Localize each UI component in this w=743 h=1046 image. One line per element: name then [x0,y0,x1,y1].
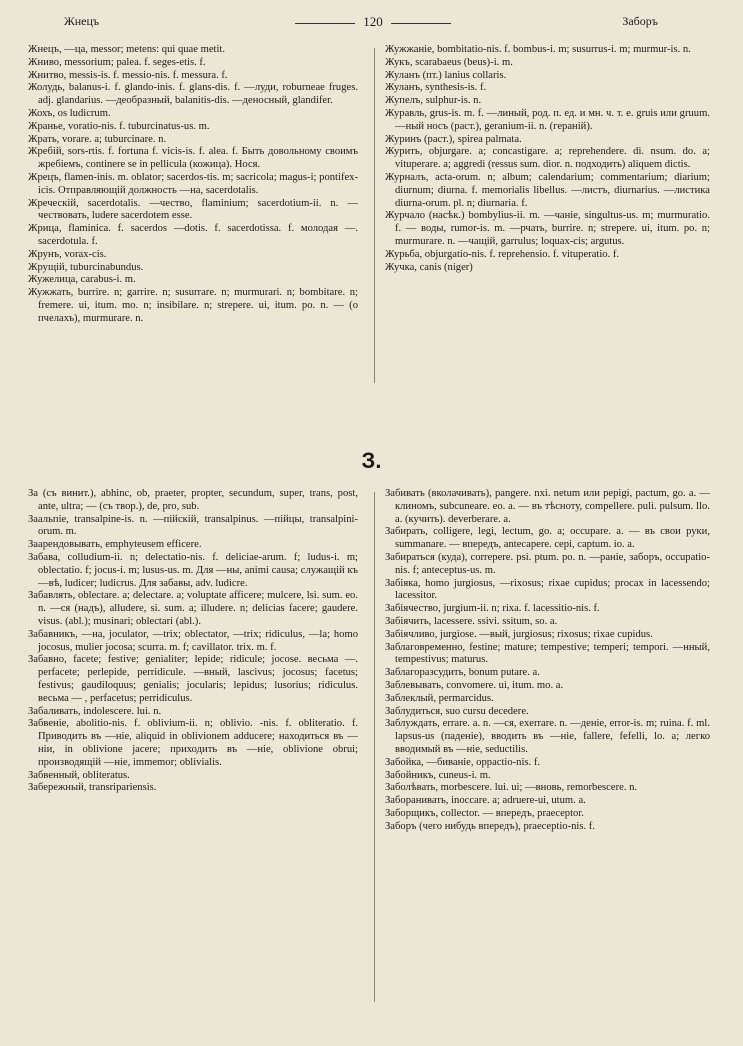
dictionary-entry: Жупелъ, sulphur-is. n. [385,95,482,107]
column-divider-bottom [374,492,375,1002]
dictionary-entry: Забирать, colligere, legi, lectum, go. a; occupare. a. — въ свои руки, summanare. — впередъ, antecapere. cepi, captum. io. a. [385,526,710,551]
dictionary-entry: Журьба, objurgatio-nis. f. reprehensio. f. vituperatio. f. [385,248,620,260]
dictionary-entry: Жрать, vorare. a; tuburcinare. n. [28,133,167,145]
dictionary-entry: Жучка, canis (niger) [385,261,473,273]
dictionary-entry: Заблуждать, errare. a. n. —ся, exerrare. n. —деніе, error-is. m; ruina. f. ml. lapsus-us (паденіе), вводить въ —ніе, fallere, fefelli, lo. a; легко вводимый въ —ніе, seductilis. [385,718,710,755]
dictionary-entry: За (съ винит.), abhinc, ob, praeter, propter, secundum, super, trans, post, ante, ultra; — (съ твор.), de, pro, sub. [28,488,358,512]
page-header [28,14,718,36]
header-right-guide-word: Заборъ [622,14,658,28]
dictionary-entry: Заальпіе, transalpine-is. n. —пійскій, transalpinus. —пійцы, transalpini-orum. m. [28,513,358,538]
dictionary-entry: Заблеклый, permarcidus. [385,692,494,704]
page-number: 120 [363,14,383,29]
dictionary-entry: Жужелица, carabus-i. m. [28,274,136,286]
dictionary-entry: Заблаговременно, festine; mature; tempestive; temperi; tempori. —нный, tempestivus; maturus. [385,641,710,666]
section-letter-heading: З. [361,448,382,473]
dictionary-entry: Жохъ, os ludicrum. [28,107,111,119]
dictionary-entry: Заблевывать, convomere. ui, itum. mo. a. [385,679,564,691]
dictionary-entry: Жуланъ (пт.) lanius collaris. [385,69,507,81]
column-bottom-right [385,488,710,834]
dictionary-entry: Жуланъ, synthesis-is. f. [385,82,487,94]
dictionary-entry: Забираться (куда), correpere. psi. ptum. po. n. —раніе, заборъ, occupatio-nis. f; anteceptus-us. m. [385,551,710,576]
dictionary-entry: Жреческій, sacerdotalis. —чество, flaminium; sacerdotium-ii. n. —чествовать, ludere sacerdotem esse. [28,197,358,222]
dictionary-entry: Жрецъ, flamen-inis. m. oblator; sacerdos-tis. m; sacricola; magus-i; pontifex-icis. Отправляющій должность —на, sacerdotalis. [28,171,358,196]
column-divider-top [374,48,375,383]
dictionary-entry: Жолудь, balanus-i. f. glando-inis. f. glans-dis. f. —луди, roburneae fruges. adj. glandarius. —деобразный, balanitis-dis. —деносный, glandifer. [28,82,358,107]
dictionary-entry: Забіяка, homo jurgiosus, —rixosus; rixae cupidus; procax in lacessendo; lacessitor. [385,577,710,602]
dictionary-entry: Забіячество, jurgium-ii. n; rixa. f. lacessitio-nis. f. [385,603,600,615]
dictionary-entry: Заблагоразсудить, bonum putare. a. [385,667,540,679]
dictionary-entry: Жранье, voratio-nis. f. tuburcinatus-us. m. [28,120,210,132]
dictionary-entry: Забивать (вколачивать), pangere. nxi. netum или pepigi, pactum, go. a. — клиномъ, subcuneare. eo. a. — въ тѣсноту, compellere. puli. pulsum. llo. a. (кучить). deverberare. a. [385,488,710,525]
dictionary-entry: Заболѣвать, morbescere. lui. ui; —вновь, remorbescere. n. [385,782,638,794]
dictionary-entry: Забаливать, indolescere. lui. n. [28,705,162,717]
dictionary-entry: Заборщикъ, collector. — впередъ, praeceptor. [385,807,584,819]
dictionary-entry: Жнитво, messis-is. f. messio-nis. f. messura. f. [28,69,228,81]
dictionary-entry: Журить, objurgare. a; concastigare. a; reprehendere. di. nsum. do. a; vituperare. a; aggredi (ressus sum. dior. n. подходить) aliquem dictis. [385,146,710,171]
dictionary-entry: Забойникъ, cuneus-i. m. [385,769,491,781]
dictionary-entry: Заборанивать, inoccare. a; adruere-ui, utum. a. [385,795,586,807]
dictionary-entry: Жниво, messorium; palea. f. seges-etis. f. [28,56,206,68]
page-number-block [28,14,718,30]
dictionary-entry: Забавлять, oblectare. a; delectare. a; voluptate afficere; mulcere, lsi. sum. eo. n. —ся (надъ), alludere, si. sum. a; illudere. n; delicias facere; gaudere. visus. (abl.); musinari; oblectari (abl.). [28,590,358,627]
dictionary-entry: Журинъ (раст.), spirea palmata. [385,133,522,145]
dictionary-entry: Жрущій, tuburcinabundus. [28,261,144,273]
dictionary-entry: Жрица, flaminica. f. sacerdos —dotis. f. sacerdotissa. f. молодая —. sacerdotula. f. [28,223,358,247]
dictionary-entry: Забережный, transripariensis. [28,782,157,794]
column-bottom-left [28,488,358,795]
dictionary-entry: Заблудиться, suo cursu decedere. [385,705,529,717]
header-rule-right [391,23,451,24]
dictionary-entry: Журналъ, acta-orum. n; album; calendarium; commentarium; diarium; diurnum; diurna. f. memorialis libellus. —листъ, diurnarius. —листика diurna-orum. pl. n; diurnaria. f. [385,171,710,209]
dictionary-entry: Жрунъ, vorax-cis. [28,248,107,260]
header-rule-left [295,23,355,24]
dictionary-entry: Забвеніе, abolitio-nis. f. oblivium-ii. n; oblivio. -nis. f. obliteratio. f. Приводить въ —ніе, aliquid in oblivionem adducere; находиться въ —ніи, in oblivione jacere; приходить въ —ніе, oblivione obrui; производящій —ніе, immemor; oblivialis. [28,718,358,768]
column-top-right [385,44,710,274]
dictionary-entry: Жнецъ, —ца, messor; metens: qui quae metit. [28,44,226,55]
dictionary-entry: Жужжаніе, bombitatio-nis. f. bombus-i. m; susurrus-i. m; murmur-is. n. [385,44,691,55]
dictionary-entry: Заарендовывать, emphyteusem efficere. [28,539,202,551]
dictionary-entry: Забіячливо, jurgiose. —вый, jurgiosus; rixosus; rixae cupidus. [385,628,653,640]
dictionary-entry: Забавникъ, —на, joculator, —trix; oblectator, —trix; ridiculus, —la; homo jocosus, mulier jocosa; scurra. m. f; cavillator. trix. m. f. [28,628,358,653]
header-left-guide-word: Жнецъ [64,14,100,28]
column-top-left [28,44,358,326]
dictionary-entry: Забвенный, obliteratus. [28,769,130,781]
dictionary-entry: Жребій, sors-rtis. f. fortuna f. vicis-is. f. alea. f. Быть довольному своимъ жребіемъ, continere se in pellicula (кожица). Нося. [28,146,358,171]
dictionary-entry: Забава, colludium-ii. n; delectatio-nis. f. deliciae-arum. f; ludus-i. m; oblectatio. f; jocus-i. m; lusus-us. m. Для —ны, animi causa; служащій къ —вѣ, ludicer; ludicrus. Для забавы, adv. ludicre. [28,551,358,589]
dictionary-entry: Забойка, —биваніе, oppactio-nis. f. [385,756,541,768]
dictionary-entry: Журавль, grus-is. m. f. —линый, род. п. ед. и мн. ч. т. е. gruis или gruum. —ный носъ (раст.), geranium-ii. n. (гераній). [385,107,710,132]
dictionary-entry: Жукъ, scarabaeus (beus)-i. m. [385,56,513,68]
dictionary-entry: Журчало (насѣк.) bombylius-ii. m. —чаніе, singultus-us. m; murmuratio. f. — воды, rumor-is. m. —рчать, burrire. n; strepere. ui, itum. po. n; murmurare. n. —чащій, garrulus; loquax-cis; argutus. [385,210,710,247]
dictionary-entry: Забавно, facete; festive; genialiter; lepide; ridicule; jocose. весьма —. perfacete; perlepide, perridicule. —вный, lascivus; jocosus; facetus; festivus; gaudiloquus; genialis; jocularis; lepidus; lusorius; ridiculus. весьма — , perfacetus; perridiculus. [28,654,358,704]
dictionary-entry: Забіячить, lacessere. ssivi. ssitum, so. a. [385,615,558,627]
dictionary-entry: Заборъ (чего нибудь впередъ), praeceptio-nis. f. [385,820,595,832]
dictionary-entry: Жужжать, burrire. n; garrire. n; susurrare. n; murmurari. n; bombitare. n; fremere. ui, itum. mo. n; insibilare. n; strepere. ui, itum. po. n. — (о пчелахъ), murmurare. n. [28,287,358,324]
